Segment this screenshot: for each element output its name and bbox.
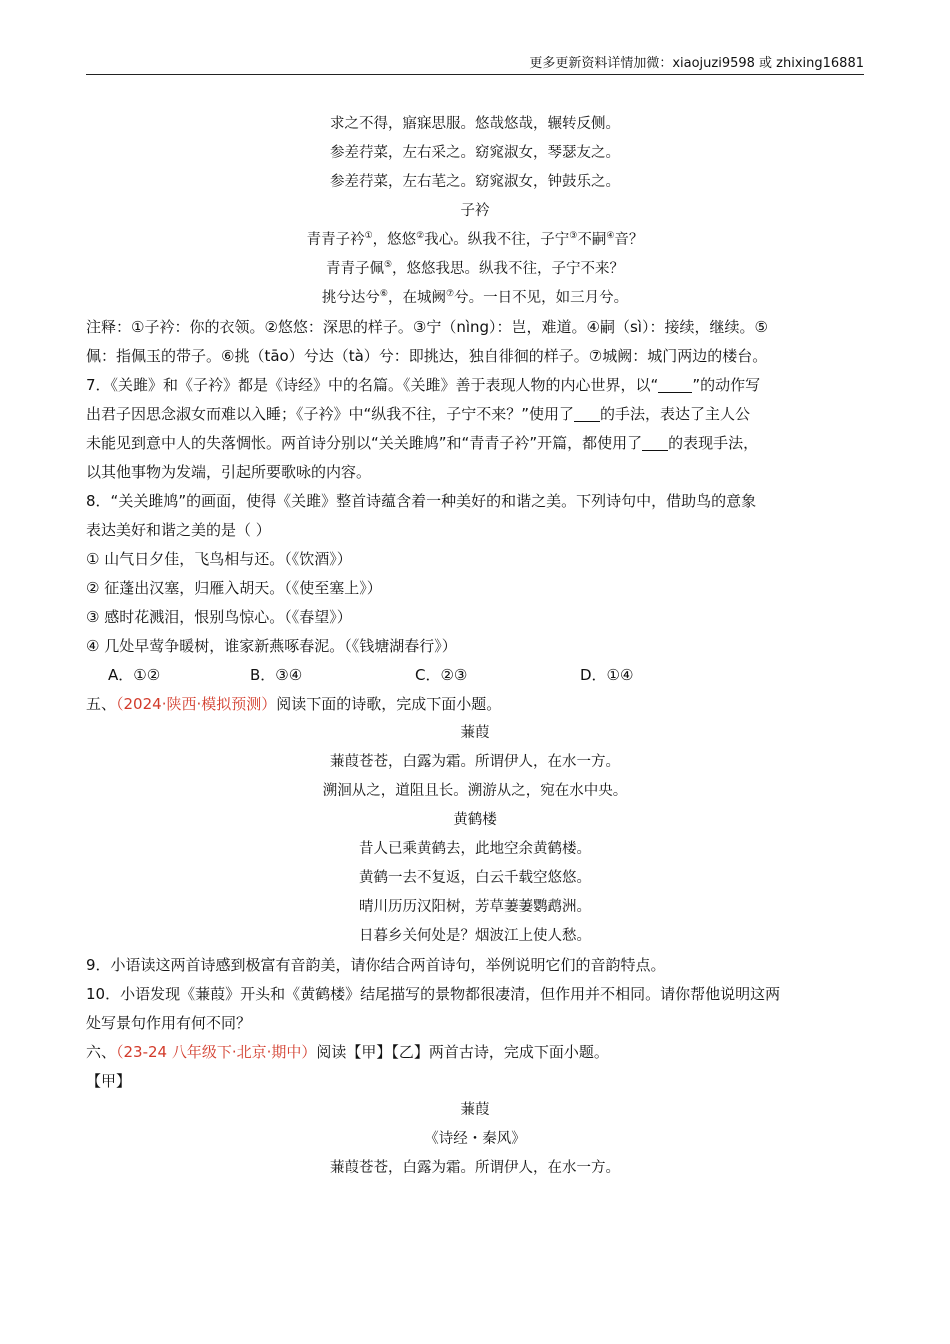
- poem-title: 蒹葭: [460, 1102, 490, 1118]
- poem-line: 蒹葭苍苍，白露为霜。所谓伊人，在水一方。: [330, 1160, 620, 1176]
- footnote-mark: ①: [364, 231, 373, 242]
- poem-line: 晴川历历汉阳树，芳草萋萋鹦鹉洲。: [359, 899, 591, 915]
- text: 挑兮达兮: [321, 290, 380, 306]
- question-10-line: 10．小语发现《蒹葭》开头和《黄鹤楼》结尾描写的景物都很凄清，但作用并不相同。请你帮他说明这两: [86, 985, 781, 1003]
- text: 未能见到意中人的失落惆怅。两首诗分别以“关关雎鸠”和“青青子衿”开篇，都使用了: [86, 434, 643, 452]
- text: ，在城阙: [388, 290, 446, 306]
- text: 音？: [614, 232, 644, 248]
- poem-line: 参差荇菜，左右采之。窈窕淑女，琴瑟友之。: [330, 145, 620, 161]
- text: ”的动作写: [692, 376, 761, 394]
- section-number: 五、: [86, 695, 117, 713]
- poem-line: 日暮乡关何处是？烟波江上使人愁。: [359, 928, 591, 944]
- footnote-mark: ⑦: [446, 289, 455, 300]
- question-7-line: 以其他事物为发端，引起所要歌咏的内容。: [86, 463, 372, 481]
- header-text: 更多更新资料详情加微：xiaojuzi9598 或 zhixing16881: [529, 56, 864, 71]
- section-instruction: 阅读【甲】【乙】两首古诗，完成下面小题。: [316, 1043, 609, 1061]
- text: 出君子因思念淑女而难以入睡；《子衿》中“纵我不往，子宁不来？”使用了: [86, 405, 575, 423]
- option-b[interactable]: B．③④: [250, 666, 303, 684]
- text: 的表现手法，: [668, 434, 759, 452]
- poem-line: [86, 226, 864, 255]
- question-7-line: [86, 371, 864, 400]
- text: ，悠悠: [372, 232, 417, 248]
- option-a[interactable]: A．①②: [108, 666, 161, 684]
- question-8-line: 8．“关关雎鸠”的画面，使得《关雎》整首诗蕴含着一种美好的和谐之美。下列诗句中，借助鸟的意象: [86, 492, 757, 510]
- text: 7．《关雎》和《子衿》都是《诗经》中的名篇。《关雎》善于表现人物的内心世界，以“: [86, 376, 659, 394]
- footnote-mark: ②: [416, 231, 425, 242]
- text: 青青子佩: [325, 261, 384, 277]
- notes-line: 佩：指佩玉的带子。⑥挑（tāo）兮达（tà）兮：即挑达，独自徘徊的样子。⑦城阙：城门两边的楼台。: [86, 347, 768, 365]
- answer-blank[interactable]: [658, 376, 692, 393]
- section-6-heading: [86, 1038, 864, 1067]
- answer-blank[interactable]: [642, 434, 668, 451]
- question-9: 9．小语读这两首诗感到极富有音韵美，请你结合两首诗句，举例说明它们的音韵特点。: [86, 956, 666, 974]
- text: 的手法，表达了主人公: [600, 405, 751, 423]
- question-8-item: ③ 感时花溅泪，恨别鸟惊心。（《春望》）: [86, 608, 352, 626]
- section-5-heading: [86, 690, 864, 719]
- footnote-mark: ⑤: [383, 260, 393, 271]
- source-tag: （23-24 八年级下·北京·期中）: [116, 1043, 317, 1061]
- text: 我心。纵我不往，子宁: [424, 232, 570, 248]
- notes-line: 注释：①子衿：你的衣领。②悠悠：深思的样子。③宁（nìng）：岂，难道。④嗣（sì）：接续，继续。⑤: [86, 318, 768, 336]
- section-instruction: 阅读下面的诗歌，完成下面小题。: [276, 695, 502, 713]
- poem-line: [86, 255, 864, 284]
- answer-blank[interactable]: [574, 405, 600, 422]
- question-8-item: ① 山气日夕佳，飞鸟相与还。（《饮酒》）: [86, 550, 352, 568]
- poem-title: 蒹葭: [460, 725, 490, 741]
- poem-line: 求之不得，寤寐思服。悠哉悠哉，辗转反侧。: [330, 116, 620, 132]
- poem-line: [86, 284, 864, 313]
- text: 兮。一日不见，如三月兮。: [454, 290, 629, 306]
- poem-line: 蒹葭苍苍，白露为霜。所谓伊人，在水一方。: [330, 754, 620, 770]
- poem-title: 子衿: [460, 203, 490, 219]
- question-7-line: [86, 400, 864, 429]
- footnote-mark: ⑥: [379, 289, 388, 300]
- footnote-mark: ③: [569, 231, 578, 242]
- document-content: [86, 110, 864, 1183]
- poem-line: 昔人已乘黄鹤去，此地空余黄鹤楼。: [359, 841, 591, 857]
- poem-line: 黄鹤一去不复返，白云千载空悠悠。: [359, 870, 591, 886]
- question-8-options: [86, 661, 864, 690]
- option-d[interactable]: D．①④: [580, 666, 634, 684]
- question-8-item: ④ 几处早莺争暖树，谁家新燕啄春泥。（《钱塘湖春行》）: [86, 637, 457, 655]
- option-c[interactable]: C．②③: [415, 666, 468, 684]
- question-8-item: ② 征蓬出汉塞，归雁入胡天。（《使至塞上》）: [86, 579, 382, 597]
- poem-author: 《诗经・秦风》: [424, 1131, 526, 1147]
- text: 青青子衿: [306, 232, 365, 248]
- poem-line: 参差荇菜，左右芼之。窈窕淑女，钟鼓乐之。: [330, 174, 620, 190]
- section-number: 六、: [86, 1043, 117, 1061]
- question-10-line: 处写景句作用有何不同？: [86, 1014, 252, 1032]
- page-header: [86, 54, 864, 75]
- text: 不嗣: [577, 232, 607, 248]
- footnote-mark: ④: [606, 231, 615, 242]
- jia-label: 【甲】: [86, 1072, 132, 1090]
- question-7-line: [86, 429, 864, 458]
- poem-line: 溯洄从之，道阻且长。溯游从之，宛在水中央。: [322, 783, 628, 799]
- text: ，悠悠我思。纵我不往，子宁不来？: [392, 261, 625, 277]
- poem-title: 黄鹤楼: [453, 812, 497, 828]
- question-8-line: 表达美好和谐之美的是（ ）: [86, 521, 271, 539]
- source-tag: （2024·陕西·模拟预测）: [116, 695, 277, 713]
